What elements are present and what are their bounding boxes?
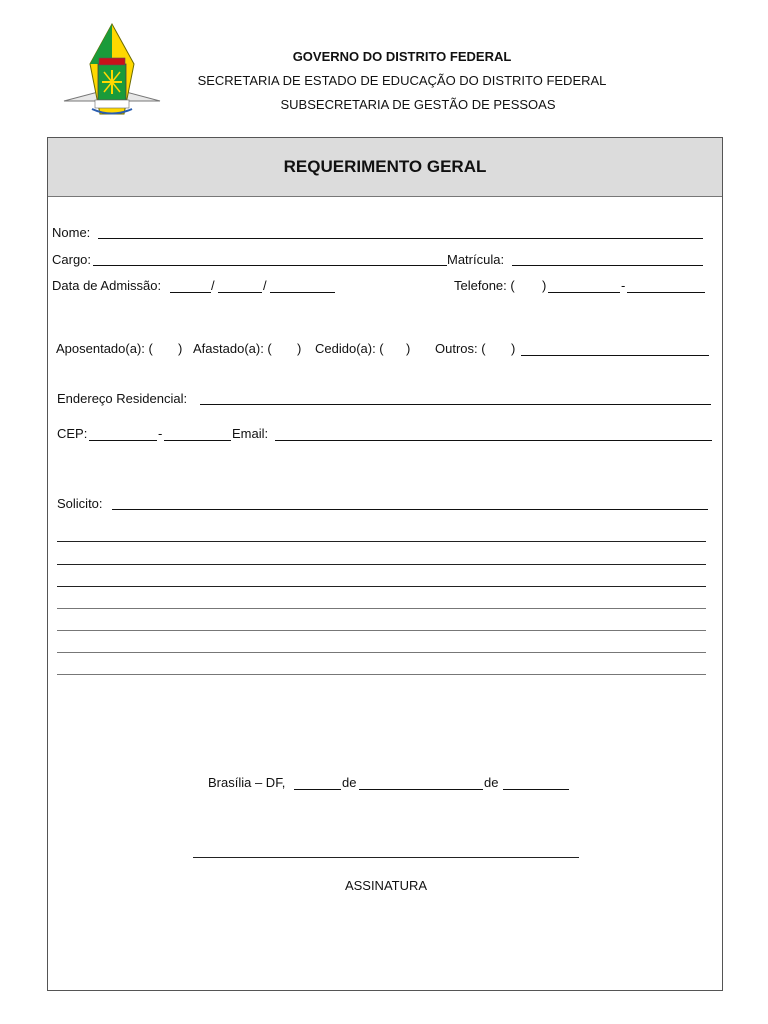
cep-dash: - (158, 426, 163, 441)
solicito-line-3[interactable] (57, 564, 706, 565)
solicito-label: Solicito: (57, 496, 103, 511)
admissao-label: Data de Admissão: (52, 278, 162, 293)
email-field[interactable] (275, 440, 712, 441)
outros-field[interactable] (521, 355, 709, 356)
signature-line[interactable] (193, 857, 579, 858)
local-label: Brasília – DF, (208, 775, 286, 790)
aposentado-close: ) (178, 341, 183, 356)
solicito-line-6[interactable] (57, 630, 706, 631)
cargo-label: Cargo: (52, 252, 92, 267)
solicito-field[interactable] (112, 509, 708, 510)
cep-label: CEP: (57, 426, 88, 441)
cargo-field[interactable] (93, 265, 447, 266)
admissao-slash-1: / (211, 278, 215, 293)
afastado-close: ) (297, 341, 302, 356)
header-secretariat: SECRETARIA DE ESTADO DE EDUCAÇÃO DO DISTRITO FEDERAL (197, 73, 607, 88)
header-subsecretariat: SUBSECRETARIA DE GESTÃO DE PESSOAS (280, 97, 556, 112)
cedido-label[interactable]: Cedido(a): ( (315, 341, 384, 356)
outros-label[interactable]: Outros: ( (435, 341, 486, 356)
matricula-field[interactable] (512, 265, 703, 266)
solicito-line-5[interactable] (57, 608, 706, 609)
cep-part2-field[interactable] (164, 440, 231, 441)
cep-part1-field[interactable] (89, 440, 157, 441)
afastado-label[interactable]: Afastado(a): ( (193, 341, 272, 356)
telefone-label: Telefone: ( (454, 278, 515, 293)
solicito-line-8[interactable] (57, 674, 706, 675)
signature-label: ASSINATURA (344, 878, 428, 893)
nome-field[interactable] (98, 238, 703, 239)
telefone-ddd-close: ) (542, 278, 547, 293)
endereco-field[interactable] (200, 404, 711, 405)
admissao-month-field[interactable] (218, 292, 262, 293)
admissao-slash-2: / (263, 278, 267, 293)
admissao-day-field[interactable] (170, 292, 211, 293)
de-label-1: de (342, 775, 357, 790)
header-government: GOVERNO DO DISTRITO FEDERAL (292, 49, 512, 64)
solicito-line-2[interactable] (57, 541, 706, 542)
date-day-field[interactable] (294, 789, 341, 790)
aposentado-label[interactable]: Aposentado(a): ( (56, 341, 153, 356)
date-month-field[interactable] (359, 789, 483, 790)
admissao-year-field[interactable] (270, 292, 335, 293)
telefone-part2-field[interactable] (627, 292, 705, 293)
gdf-logo (62, 22, 162, 118)
matricula-label: Matrícula: (447, 252, 505, 267)
outros-close: ) (511, 341, 516, 356)
solicito-line-4[interactable] (57, 586, 706, 587)
nome-label: Nome: (52, 225, 91, 240)
solicito-line-7[interactable] (57, 652, 706, 653)
de-label-2: de (484, 775, 499, 790)
form-title: REQUERIMENTO GERAL (48, 138, 722, 197)
email-label: Email: (232, 426, 269, 441)
telefone-part1-field[interactable] (548, 292, 620, 293)
date-year-field[interactable] (503, 789, 569, 790)
cedido-close: ) (406, 341, 411, 356)
telefone-dash: - (621, 278, 626, 293)
endereco-label: Endereço Residencial: (57, 391, 188, 406)
